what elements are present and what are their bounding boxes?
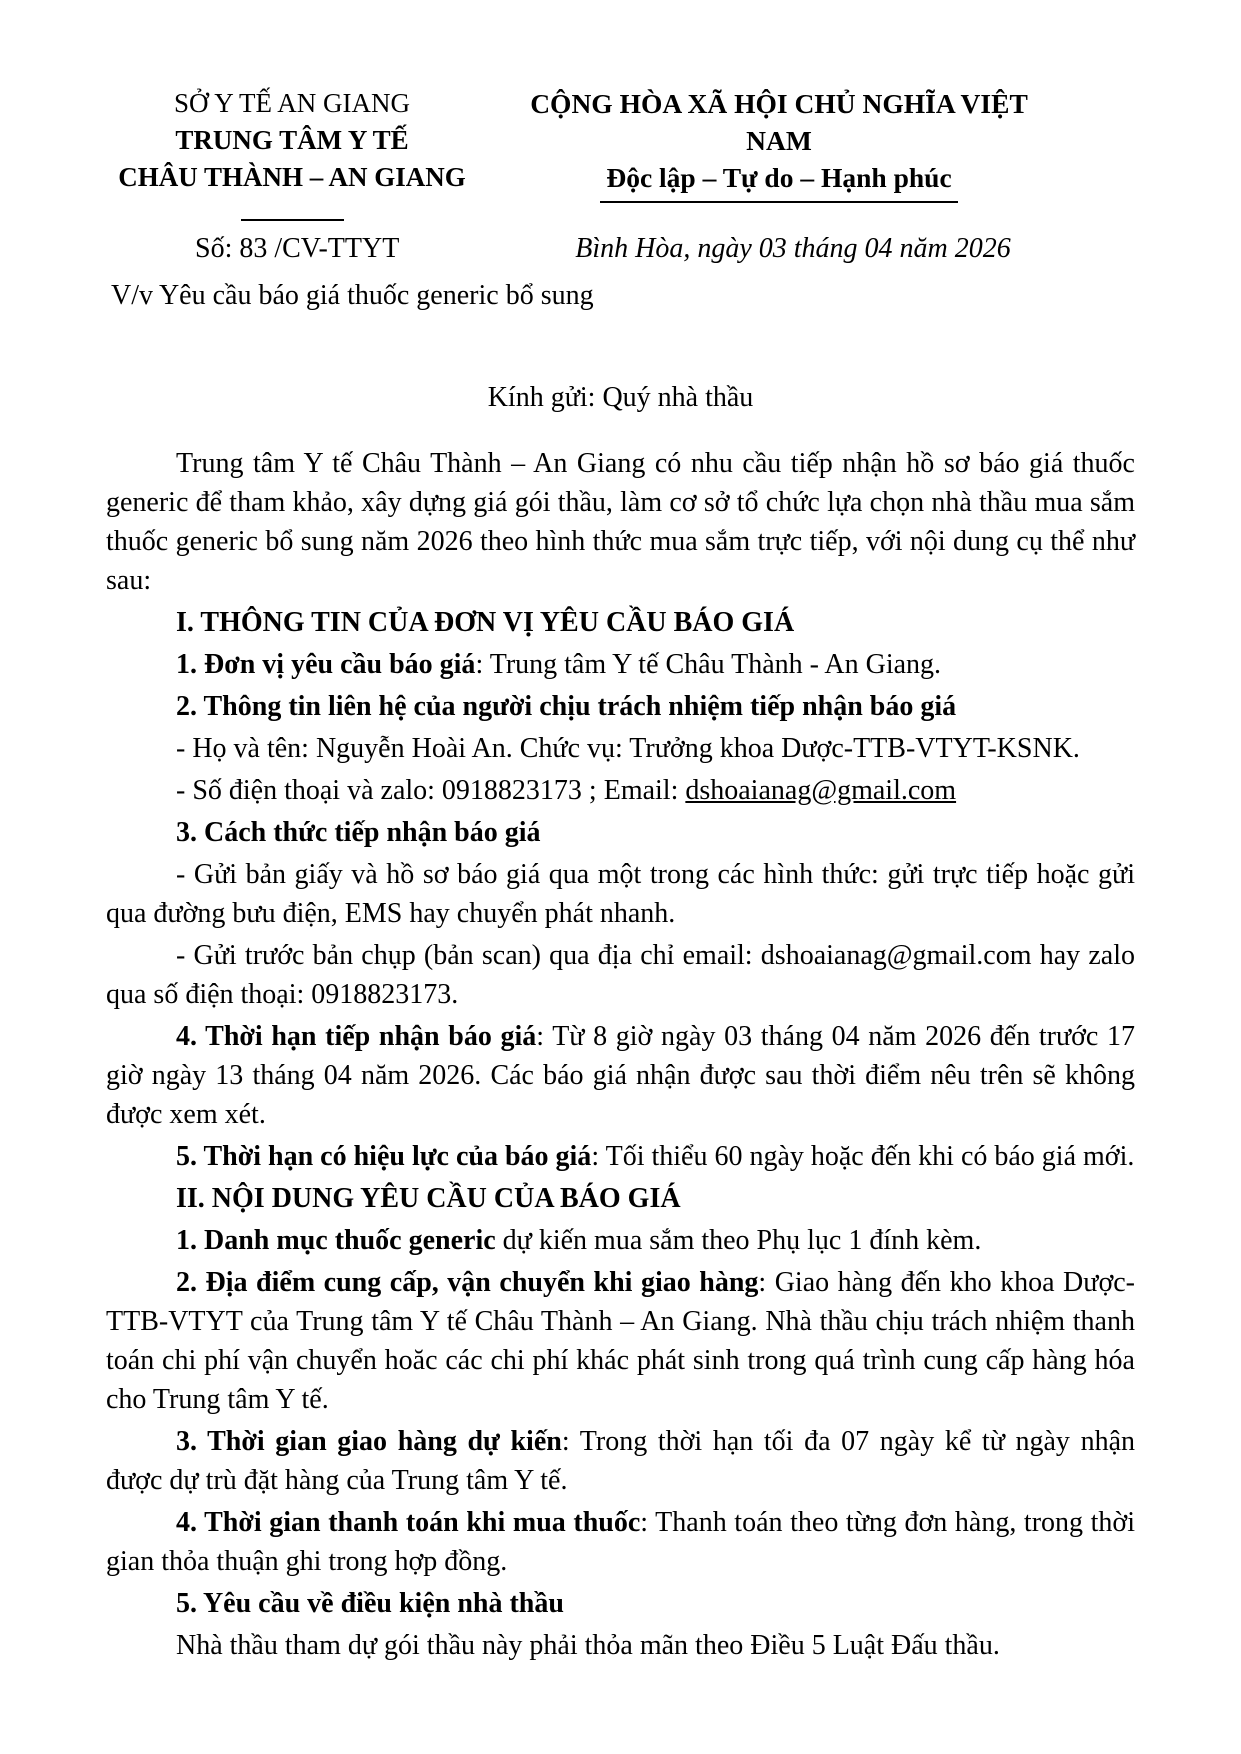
national-header-block	[496, 85, 1062, 203]
section-ii-item-3-label: 3. Thời gian giao hàng dự kiến	[176, 1426, 562, 1457]
section-ii-item-3	[106, 1422, 1135, 1500]
section-i-item-4-text: : Từ 8 giờ ngày 03 tháng 04 năm 2026 đến trước 17 giờ ngày 13 tháng 04 năm 2026. Các báo giá nhận được sau thời điểm nêu trên sẽ không được xem xét.	[106, 1021, 1136, 1130]
contact-name-line: - Họ và tên: Nguyễn Hoài An. Chức vụ: Trưởng khoa Dược-TTB-VTYT-KSNK.	[176, 733, 1080, 764]
section-i-heading: I. THÔNG TIN CỦA ĐƠN VỊ YÊU CẦU BÁO GIÁ	[176, 607, 795, 638]
document-body	[106, 444, 1135, 1665]
reference-number: Số: 83 /CV-TTYT	[195, 233, 400, 264]
contact-phone-line	[106, 771, 1135, 810]
reference-row	[106, 229, 1135, 271]
org-name-line1: TRUNG TÂM Y TẾ	[175, 125, 409, 155]
delivery-method-1: - Gửi bản giấy và hồ sơ báo giá qua một trong các hình thức: gửi trực tiếp hoặc gửi qua đường bưu điện, EMS hay chuyển phát nhanh.	[106, 859, 1135, 929]
section-ii-item-1-label: 1. Danh mục thuốc generic	[176, 1225, 496, 1256]
section-ii-heading: II. NỘI DUNG YÊU CẦU CỦA BÁO GIÁ	[176, 1183, 681, 1214]
national-title: CỘNG HÒA XÃ HỘI CHỦ NGHĨA VIỆT NAM	[530, 88, 1028, 156]
section-ii-item-3-text: : Trong thời hạn tối đa 07 ngày kể từ ngày nhận được dự trù đặt hàng của Trung tâm Y tế.	[106, 1426, 1135, 1496]
section-i-item-4-label: 4. Thời hạn tiếp nhận báo giá	[176, 1021, 537, 1052]
section-ii-item-5-body: Nhà thầu tham dự gói thầu này phải thỏa mãn theo Điều 5 Luật Đấu thầu.	[176, 1630, 1000, 1661]
place-and-date: Bình Hòa, ngày 03 tháng 04 năm 2026	[575, 233, 1011, 264]
org-name-line2: CHÂU THÀNH – AN GIANG	[118, 162, 466, 192]
section-i-item-1-label: 1. Đơn vị yêu cầu báo giá	[176, 649, 476, 680]
section-i-item-5	[106, 1137, 1135, 1176]
section-i-item-3-heading: 3. Cách thức tiếp nhận báo giá	[176, 817, 541, 848]
section-i-item-4	[106, 1017, 1135, 1134]
section-ii-item-2	[106, 1263, 1135, 1419]
contact-email-link[interactable]: dshoaianag@gmail.com	[685, 775, 957, 806]
issuing-org-block	[106, 85, 478, 221]
national-motto: Độc lập – Tự do – Hạnh phúc	[600, 159, 957, 203]
document-header	[106, 85, 1135, 227]
section-i-item-5-text: : Tối thiểu 60 ngày hoặc đến khi có báo giá mới.	[591, 1141, 1135, 1172]
section-ii-item-5-heading: 5. Yêu cầu về điều kiện nhà thầu	[176, 1588, 564, 1619]
section-ii-item-1	[106, 1221, 1135, 1260]
contact-phone-text: - Số điện thoại và zalo: 0918823173 ; Email:	[176, 775, 686, 806]
delivery-method-2: - Gửi trước bản chụp (bản scan) qua địa chỉ email: dshoaianag@gmail.com hay zalo qua số điện thoại: 0918823173.	[106, 940, 1135, 1010]
intro-paragraph: Trung tâm Y tế Châu Thành – An Giang có nhu cầu tiếp nhận hồ sơ báo giá thuốc generic để tham khảo, xây dựng giá gói thầu, làm cơ sở tổ chức lựa chọn nhà thầu mua sắm thuốc generic bổ sung năm 2026 theo hình thức mua sắm trực tiếp, với nội dung cụ thể như sau:	[106, 448, 1135, 596]
subject-line: V/v Yêu cầu báo giá thuốc generic bổ sung	[111, 280, 594, 311]
section-ii-item-4	[106, 1503, 1135, 1581]
salutation: Kính gửi: Quý nhà thầu	[487, 382, 754, 413]
section-i-item-1	[106, 645, 1135, 684]
section-ii-item-2-text: : Giao hàng đến kho khoa Dược-TTB-VTYT của Trung tâm Y tế Châu Thành – An Giang. Nhà thầu chịu trách nhiệm thanh toán chi phí vận chuyển hoăc các chi phí khác phát sinh trong quá trình cung cấp hàng hóa cho Trung tâm Y tế.	[106, 1267, 1136, 1415]
section-ii-item-4-text: : Thanh toán theo từng đơn hàng, trong thời gian thỏa thuận ghi trong hợp đồng.	[106, 1507, 1135, 1577]
org-parent-name: SỞ Y TẾ AN GIANG	[174, 88, 410, 118]
section-i-item-2-heading: 2. Thông tin liên hệ của người chịu trách nhiệm tiếp nhận báo giá	[176, 691, 957, 722]
section-ii-item-4-label: 4. Thời gian thanh toán khi mua thuốc	[176, 1507, 641, 1538]
section-i-item-1-text: : Trung tâm Y tế Châu Thành - An Giang.	[475, 649, 942, 680]
section-ii-item-1-text: dự kiến mua sắm theo Phụ lục 1 đính kèm.	[495, 1225, 982, 1256]
section-i-item-5-label: 5. Thời hạn có hiệu lực của báo giá	[176, 1141, 592, 1172]
section-ii-item-2-label: 2. Địa điểm cung cấp, vận chuyển khi giao hàng	[176, 1267, 759, 1298]
org-divider-rule	[241, 219, 344, 221]
